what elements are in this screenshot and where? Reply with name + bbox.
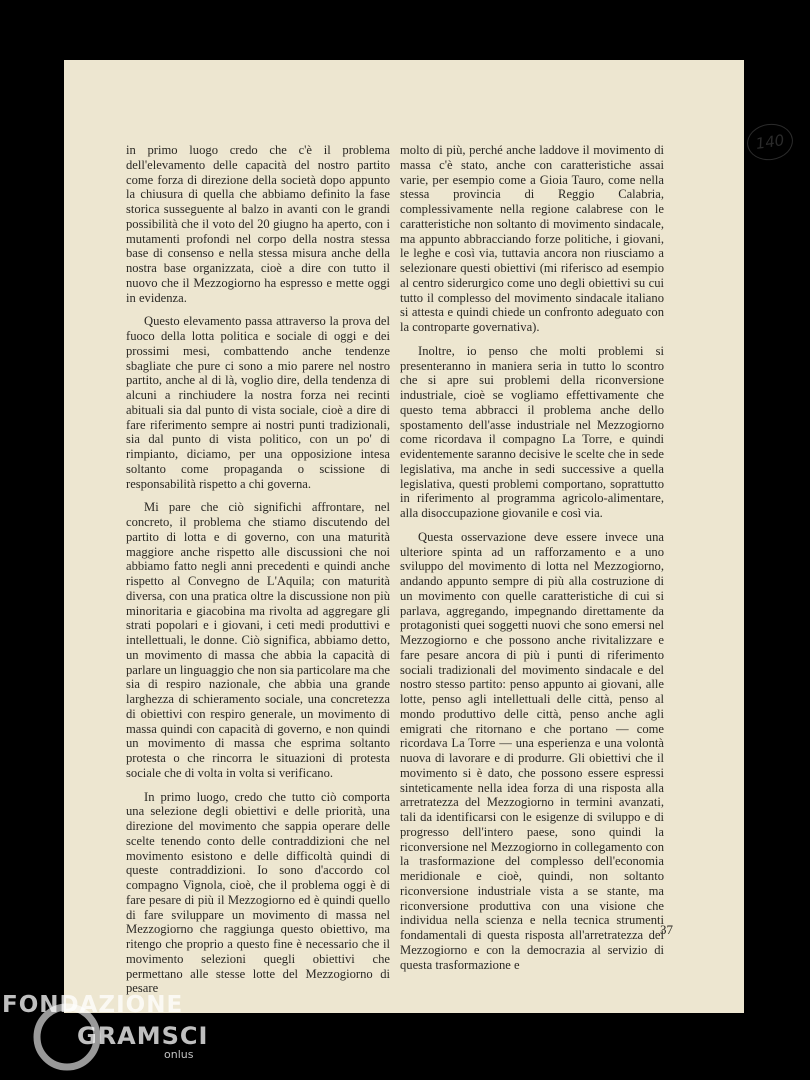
watermark-line2: GRAMSCI xyxy=(77,1022,209,1050)
handwritten-page-annotation xyxy=(745,121,796,163)
paragraph: molto di più, perché anche laddove il movimento di massa c'è stato, anche con caratteristiche assai varie, per esempio come a Gioia Tauro, come nella stessa provincia di Reggio Calabria, complessivamente nella regione calabrese con le caratteristiche non soltanto di movimento sindacale, ma appunto abbracciando forze politiche, i giovani, le leghe e così via, tuttavia ancora non riusciamo a selezionare questi obiettivi (mi riferisco ad esempio al centro siderurgico come uno degli obiettivi su cui tutto il complesso del movimento sindacale italiano si attesta e quindi chiede un confronto adeguato con la controparte governativa). xyxy=(400,143,664,334)
paragraph: Questa osservazione deve essere invece una ulteriore spinta ad un rafforzamento e a uno sviluppo del movimento di lotta nel Mezzogiorno, andando appunto sempre di più alla costruzione di un movimento con quelle caratteristiche di cui si parlava, aggregando, impegnando direttamente da protagonisti quei soggetti nuovi che sono emersi nel Mezzogiorno e che possono anche rivitalizzare e fare pesare ancora di più i punti di riferimento sociali tradizionali del movimento sindacale e del nostro stesso partito: penso appunto ai giovani, alle lotte, penso agli intellettuali delle città, penso al mondo produttivo delle città, penso anche agli emigrati che ritornano e che portano — come ricordava La Torre — una esperienza e una volontà nuova di lavorare e di produrre. Gli obiettivi che il movimento si è dato, che possono essere espressi sinteticamente nella idea forza di una risposta alla arretratezza del Mezzogiorno in termini avanzati, tali da identificarsi con le esigenze di sviluppo e di progresso dell'intero paese, sono quindi la riconversione nel Mezzogiorno in collegamento con la trasformazione del complesso dell'economia meridionale e cioè, quindi, non soltanto riconversione industriale vista a se stante, ma riconversione produttiva con una visione che individua nella scienza e nella tecnica strumenti fondamentali di questa risposta all'arretratezza del Mezzogiorno e con la democrazia al servizio di questa trasformazione e xyxy=(400,529,664,972)
paragraph: Questo elevamento passa attraverso la prova del fuoco della lotta politica e sociale di oggi e dei prossimi mesi, combattendo anche tendenze sbagliate che pure ci sono a mio parere nel nostro partito, anche al di là, voglio dire, della tendenza di alcuni a rinchiudere la nostra forza nei recinti abituali sia dal punto di vista sociale, cioè a dire di fare riferimento sempre ai nostri punti tradizionali, sia dal punto di vista politico, con un po' di rimpianto, diciamo, per una opposizione intesa soltanto come propaganda o scissione di responsabilità rispetto a chi governa. xyxy=(126,314,390,491)
paragraph: Mi pare che ciò significhi affrontare, nel concreto, il problema che stiamo discutendo del partito di lotta e di governo, con una maturità maggiore anche rispetto alle discussioni che noi abbiamo fatto negli anni precedenti e quindi anche rispetto al Convegno de L'Aquila; con maturità diversa, con una pratica oltre la discussione non più minoritaria e giacobina ma rivolta ad aggregare gli strati popolari e i giovani, i ceti medi produttivi e intellettuali, le donne. Ciò significa, abbiamo detto, un movimento di massa che abbia la capacità di parlare un linguaggio che non sia particolare ma che sia di respiro nazionale, che abbia una grande larghezza di schieramento sociale, una concretezza di obiettivi con respiro generale, un movimento di massa quindi con capacità di governo, e non quindi un movimento di massa che esprima soltanto protesta o che rincorra le situazioni di protesta sociale che di volta in volta si verificano. xyxy=(126,500,390,780)
left-text-column xyxy=(126,143,390,1005)
watermark-line1: FONDAZIONE xyxy=(2,992,184,1018)
watermark-line3: onlus xyxy=(164,1048,194,1061)
fondazione-gramsci-watermark xyxy=(2,988,242,1078)
paragraph: Inoltre, io penso che molti problemi si presenteranno in maniera seria in tutto lo scontro che si apre sui problemi della riconversione industriale, cioè se vogliamo effettivamente che questo tema abbracci il problema anche dello spostamento dell'asse industriale nel Mezzogiorno come ricordava il compagno La Torre, e quindi evidentemente saranno decisive le scelte che in sede legislativa, ma anche in sedi successive a quella legislativa, questi problemi comportano, soprattutto in riferimento al programma agricolo-alimentare, alla disoccupazione giovanile e così via. xyxy=(400,343,664,520)
document-page xyxy=(64,60,786,1013)
paragraph: in primo luogo credo che c'è il problema dell'elevamento delle capacità del nostro partito come forza di direzione della società dopo appunto la chiusura di quella che abbiamo definito la fase storica susseguente al balzo in avanti con le grandi possibilità che il voto del 20 giugno ha aperto, con i mutamenti profondi nel corpo della nostra stessa base di consenso e nella stessa misura anche della nostra base organizzata, cioè a dire con tutto il nuovo che il Mezzogiorno ha espresso e mette oggi in evidenza. xyxy=(126,143,390,305)
page-number: 37 xyxy=(660,922,673,937)
annotation-text: 140 xyxy=(754,131,786,153)
right-text-column xyxy=(400,143,664,981)
paragraph: In primo luogo, credo che tutto ciò comporta una selezione degli obiettivi e delle priorità, una direzione del movimento che sappia operare delle scelte tenendo conto delle contraddizioni che nel movimento esistono e delle difficoltà quindi di queste contraddizioni. Io sono d'accordo col compagno Vignola, cioè, che il problema oggi è di fare pesare di più il Mezzogiorno ed è quindi quello di fare sviluppare un movimento di massa nel Mezzogiorno che raggiunga questo obiettivo, ma ritengo che proprio a questo fine è necessario che il movimento selezioni quegli obiettivi che permettano alle stesse lotte del Mezzogiorno di pesare xyxy=(126,789,390,996)
